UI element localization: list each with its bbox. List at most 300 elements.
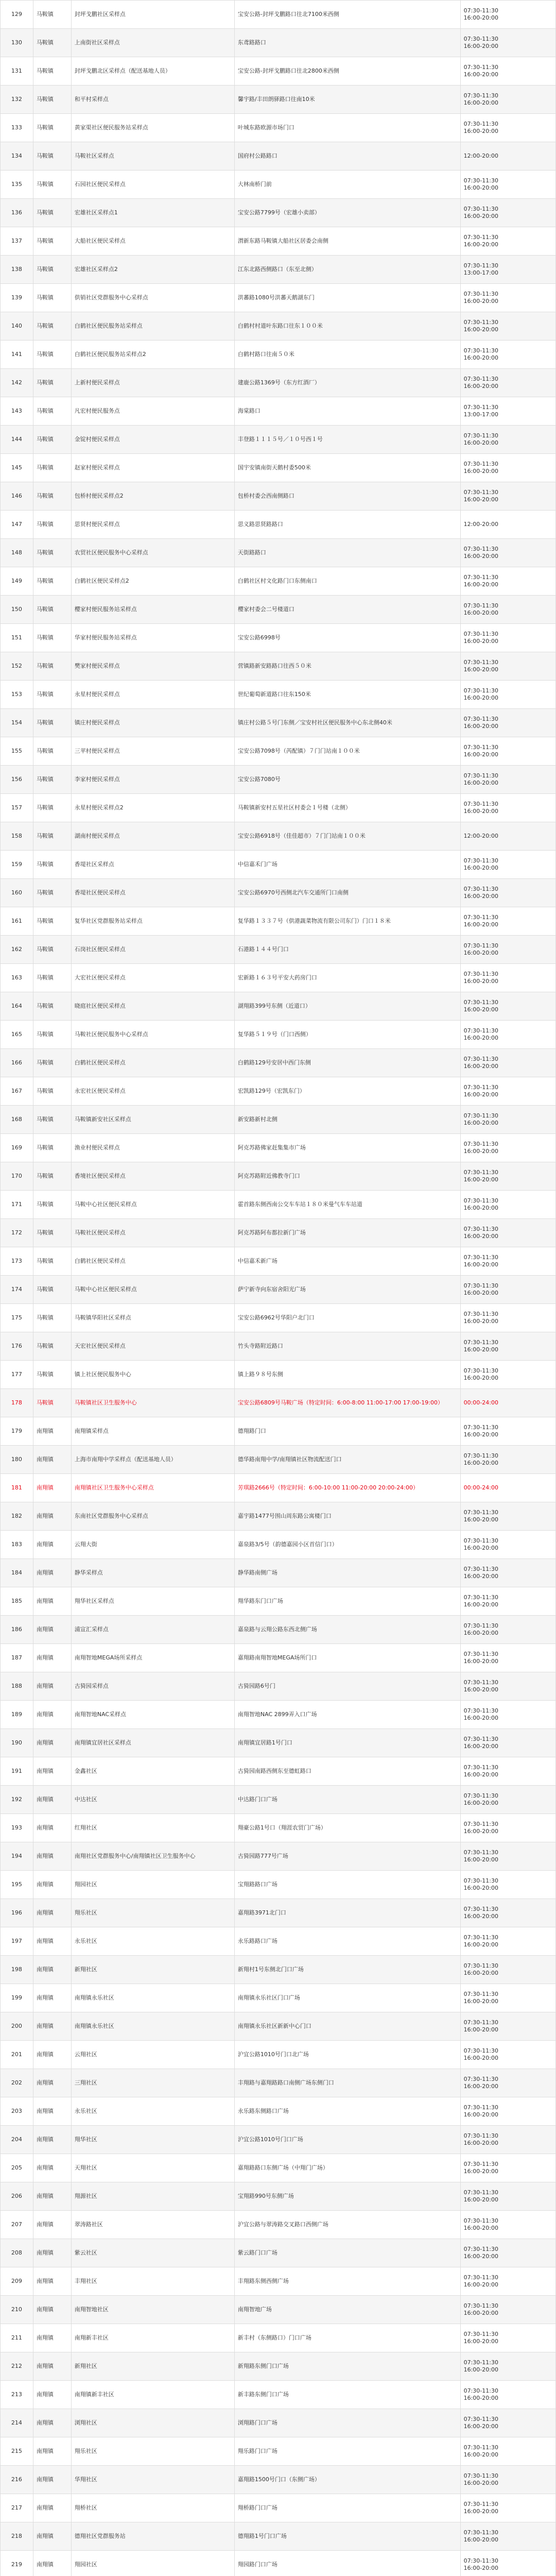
time-slot: 07:30-11:30 (463, 347, 498, 354)
time-slot: 12:00-20:00 (463, 521, 498, 528)
table-row (1, 879, 556, 907)
time-slot: 16:00-20:00 (463, 2168, 498, 2175)
row-address: 宝安公路-封坪戈鹏路口往北7100米西侧 (234, 1, 460, 29)
table-row (1, 1814, 556, 1842)
row-area: 南翔镇 (33, 2154, 71, 2182)
time-slot: 07:30-11:30 (463, 999, 498, 1006)
time-slot: 07:30-11:30 (463, 2444, 498, 2451)
row-sampling-time (460, 2126, 555, 2154)
time-slot: 07:30-11:30 (463, 2189, 498, 2196)
row-number: 137 (1, 227, 33, 256)
time-slot: 07:30-11:30 (463, 2161, 498, 2167)
row-address: 芳琪路2666号（特定时间：6:00-10:00 11:00-20:00 20:00-24:00） (234, 1474, 460, 1502)
row-area: 马鞍镇 (33, 1162, 71, 1191)
time-slot: 07:30-11:30 (463, 319, 498, 326)
row-number: 202 (1, 2069, 33, 2097)
row-address: 中达路门口广场 (234, 1786, 460, 1814)
time-slot: 16:00-20:00 (463, 950, 498, 956)
table-row (1, 1786, 556, 1814)
row-number: 133 (1, 114, 33, 142)
time-slot: 07:30-11:30 (463, 1934, 498, 1941)
table-row (1, 1701, 556, 1729)
row-address: 嘉宇路1477号围山周东路公寓楼门口 (234, 1502, 460, 1531)
row-area: 马鞍镇 (33, 681, 71, 709)
row-number: 212 (1, 2352, 33, 2381)
time-slot: 07:30-11:30 (463, 631, 498, 637)
row-number: 164 (1, 992, 33, 1021)
row-address: 樱家村委会二号楼道口 (234, 596, 460, 624)
row-site-name: 农贸社区便民服务中心采样点 (71, 539, 234, 567)
row-sampling-time (460, 426, 555, 454)
row-sampling-time (460, 737, 555, 766)
time-slot: 07:30-11:30 (463, 1027, 498, 1034)
row-number: 139 (1, 284, 33, 312)
row-sampling-time (460, 2041, 555, 2069)
row-sampling-time (460, 227, 555, 256)
row-site-name: 包桥村便民采样点2 (71, 482, 234, 511)
row-number: 131 (1, 57, 33, 86)
row-site-name: 翔桥社区 (71, 2494, 234, 2522)
row-site-name: 马鞍中心社区便民采样点 (71, 1276, 234, 1304)
row-site-name: 宏雄社区采样点2 (71, 256, 234, 284)
time-slot: 07:30-11:30 (463, 234, 498, 241)
table-row (1, 426, 556, 454)
row-sampling-time (460, 1871, 555, 1899)
row-number: 188 (1, 1672, 33, 1701)
row-site-name: 石园社区便民采样点 (71, 171, 234, 199)
table-row (1, 2239, 556, 2267)
time-slot: 16:00-20:00 (463, 1885, 498, 1891)
row-site-name: 白鹤社区便民服务站采样点 (71, 312, 234, 341)
row-number: 185 (1, 1587, 33, 1616)
row-address: 南翔智地广场 (234, 2296, 460, 2324)
row-area: 马鞍镇 (33, 227, 71, 256)
row-sampling-time (460, 1389, 555, 1417)
row-area: 马鞍镇 (33, 57, 71, 86)
time-slot: 07:30-11:30 (463, 1622, 498, 1629)
table-row (1, 2324, 556, 2352)
row-sampling-time (460, 284, 555, 312)
row-number: 151 (1, 624, 33, 652)
row-site-name: 翔园社区 (71, 1871, 234, 1899)
time-slot: 16:00-20:00 (463, 865, 498, 871)
row-site-name: 南翔镇宜居社区采样点 (71, 1729, 234, 1757)
time-slot: 07:30-11:30 (463, 121, 498, 127)
row-area: 马鞍镇 (33, 1389, 71, 1417)
row-number: 214 (1, 2409, 33, 2437)
row-sampling-time (460, 2097, 555, 2126)
time-slot: 16:00-20:00 (463, 2026, 498, 2033)
table-row (1, 1219, 556, 1247)
time-slot: 16:00-20:00 (463, 14, 498, 21)
row-number: 194 (1, 1842, 33, 1871)
row-site-name: 翔源社区 (71, 2182, 234, 2211)
row-address: 沪宜公路与翠涛路交叉路口西侧广场 (234, 2211, 460, 2239)
time-slot: 07:30-11:30 (463, 2501, 498, 2507)
row-sampling-time (460, 1644, 555, 1672)
table-row (1, 1021, 556, 1049)
time-slot: 16:00-20:00 (463, 1375, 498, 1381)
row-address: 宝安公路7098号（芮配镇）７门门站南１００米 (234, 737, 460, 766)
row-sampling-time (460, 2522, 555, 2551)
row-area: 马鞍镇 (33, 737, 71, 766)
table-row (1, 171, 556, 199)
row-sampling-time (460, 1899, 555, 1927)
row-site-name: 樱家村便民服务站采样点 (71, 596, 234, 624)
row-area: 南翔镇 (33, 1842, 71, 1871)
row-site-name: 翠涛路社区 (71, 2211, 234, 2239)
time-slot: 07:30-11:30 (463, 404, 498, 411)
row-address: 新安路新村北侧 (234, 1106, 460, 1134)
row-site-name: 宏雄社区采样点1 (71, 199, 234, 227)
row-sampling-time (460, 1049, 555, 1077)
time-slot: 16:00-20:00 (463, 1941, 498, 1948)
row-sampling-time (460, 1247, 555, 1276)
time-slot: 16:00-20:00 (463, 1771, 498, 1778)
row-address: 沪宜公路1010号门口北广场 (234, 2041, 460, 2069)
time-slot: 07:30-11:30 (463, 262, 498, 269)
row-number: 140 (1, 312, 33, 341)
row-site-name: 马鞍社区采样点 (71, 142, 234, 171)
table-row (1, 1106, 556, 1134)
time-slot: 16:00-20:00 (463, 184, 498, 191)
table-row (1, 1077, 556, 1106)
time-slot: 16:00-20:00 (463, 553, 498, 560)
row-number: 161 (1, 907, 33, 936)
time-slot: 16:00-20:00 (463, 2395, 498, 2401)
row-sampling-time (460, 1814, 555, 1842)
time-slot: 07:30-11:30 (463, 1906, 498, 1912)
row-area: 马鞍镇 (33, 709, 71, 737)
row-area: 马鞍镇 (33, 1361, 71, 1389)
row-site-name: 封坪戈鹏社区采样点 (71, 1, 234, 29)
time-slot: 13:00-17:00 (463, 411, 498, 418)
row-site-name: 黄家渠社区便民服务站采样点 (71, 114, 234, 142)
time-slot: 16:00-20:00 (463, 298, 498, 304)
row-address: 天街路路口 (234, 539, 460, 567)
row-area: 马鞍镇 (33, 652, 71, 681)
table-row (1, 1956, 556, 1984)
row-number: 209 (1, 2267, 33, 2296)
time-slot: 07:30-11:30 (463, 2019, 498, 2026)
time-slot: 07:30-11:30 (463, 177, 498, 184)
row-number: 206 (1, 2182, 33, 2211)
table-row (1, 397, 556, 426)
row-area: 马鞍镇 (33, 511, 71, 539)
table-row (1, 1927, 556, 1956)
time-slot: 00:00-24:00 (463, 1484, 498, 1491)
row-area: 马鞍镇 (33, 766, 71, 794)
row-address: 新丰路东侧门口广场 (234, 2381, 460, 2409)
table-row (1, 709, 556, 737)
time-slot: 07:30-11:30 (463, 857, 498, 864)
row-site-name: 封坪戈鹏北区采样点（配送基地人员） (71, 57, 234, 86)
row-area: 南翔镇 (33, 1417, 71, 1446)
row-address: 宝安公路6962号华阳户北门口 (234, 1304, 460, 1332)
row-number: 176 (1, 1332, 33, 1361)
row-address: 宝安公路6998号 (234, 624, 460, 652)
time-slot: 16:00-20:00 (463, 1148, 498, 1155)
row-sampling-time (460, 1786, 555, 1814)
time-slot: 12:00-20:00 (463, 833, 498, 839)
row-site-name: 白鹤社区便民采样点 (71, 1049, 234, 1077)
row-sampling-time (460, 1616, 555, 1644)
row-number: 144 (1, 426, 33, 454)
time-slot: 07:30-11:30 (463, 1169, 498, 1176)
time-slot: 07:30-11:30 (463, 2076, 498, 2082)
row-area: 马鞍镇 (33, 907, 71, 936)
time-slot: 07:30-11:30 (463, 1764, 498, 1771)
table-row (1, 2069, 556, 2097)
row-area: 马鞍镇 (33, 312, 71, 341)
row-address: 宝翔路路口广场 (234, 1871, 460, 1899)
row-sampling-time (460, 2494, 555, 2522)
time-slot: 07:30-11:30 (463, 1736, 498, 1742)
row-area: 南翔镇 (33, 2296, 71, 2324)
row-address: 新翔路东侧门口广场 (234, 2352, 460, 2381)
row-site-name: 南翔镇新丰社区 (71, 2381, 234, 2409)
row-area: 南翔镇 (33, 1786, 71, 1814)
row-sampling-time (460, 1842, 555, 1871)
row-address: 镇庄村公路５号门东侧／宝安村社区便民服务中心东北侧40米 (234, 709, 460, 737)
row-address: 丰翔路东侧西侧广场 (234, 2267, 460, 2296)
row-address: 宏新路１６３号平安大药房门口 (234, 964, 460, 992)
time-slot: 07:30-11:30 (463, 546, 498, 552)
row-number: 130 (1, 29, 33, 57)
time-slot: 07:30-11:30 (463, 206, 498, 212)
row-area: 南翔镇 (33, 2097, 71, 2126)
row-sampling-time (460, 256, 555, 284)
row-number: 204 (1, 2126, 33, 2154)
time-slot: 16:00-20:00 (463, 71, 498, 78)
time-slot: 16:00-20:00 (463, 2083, 498, 2090)
row-number: 173 (1, 1247, 33, 1276)
row-number: 141 (1, 341, 33, 369)
time-slot: 07:30-11:30 (463, 1254, 498, 1261)
row-area: 南翔镇 (33, 1616, 71, 1644)
table-row (1, 57, 556, 86)
row-site-name: 天宏社区便民采样点 (71, 1332, 234, 1361)
row-site-name: 上海市南翔中学采样点（配送基地人员） (71, 1446, 234, 1474)
row-address: 复华路１３３７号（供港蔬菜物流有限公司东门）门口１８米 (234, 907, 460, 936)
row-address: 萨宁新寺向东宿舍阳光广场 (234, 1276, 460, 1304)
row-address: 嘉翔路路口东侧广场（中翔门广场） (234, 2154, 460, 2182)
row-number: 207 (1, 2211, 33, 2239)
row-address: 翔豪公路1号口（翔涯农贸门广场） (234, 1814, 460, 1842)
time-slot: 16:00-20:00 (463, 2423, 498, 2430)
row-sampling-time (460, 567, 555, 596)
row-address: 中信嘉禾新广场 (234, 1247, 460, 1276)
row-site-name: 浏翔社区 (71, 2409, 234, 2437)
table-row (1, 482, 556, 511)
table-row (1, 2267, 556, 2296)
table-row (1, 86, 556, 114)
time-slot: 07:30-11:30 (463, 687, 498, 694)
time-slot: 07:30-11:30 (463, 489, 498, 496)
row-area: 马鞍镇 (33, 567, 71, 596)
row-address: 东鸢路路口 (234, 29, 460, 57)
row-address: 世纪葡萄新道路口往东150米 (234, 681, 460, 709)
row-area: 马鞍镇 (33, 341, 71, 369)
table-row (1, 1672, 556, 1701)
time-slot: 16:00-20:00 (463, 2480, 498, 2486)
row-area: 马鞍镇 (33, 1077, 71, 1106)
time-slot: 07:30-11:30 (463, 659, 498, 666)
row-site-name: 静华采样点 (71, 1559, 234, 1587)
row-number: 159 (1, 851, 33, 879)
time-slot: 13:00-17:00 (463, 269, 498, 276)
row-area: 南翔镇 (33, 1701, 71, 1729)
row-area: 马鞍镇 (33, 936, 71, 964)
time-slot: 12:00-20:00 (463, 152, 498, 159)
row-area: 南翔镇 (33, 2041, 71, 2069)
row-site-name: 翔乐社区 (71, 2437, 234, 2466)
row-number: 178 (1, 1389, 33, 1417)
row-sampling-time (460, 539, 555, 567)
row-address: 白鹤社区村文化路门口东侧南口 (234, 567, 460, 596)
time-slot: 16:00-20:00 (463, 2111, 498, 2118)
time-slot: 16:00-20:00 (463, 751, 498, 758)
row-site-name: 大船社区便民采样点 (71, 227, 234, 256)
time-slot: 16:00-20:00 (463, 1686, 498, 1693)
row-address: 翔华路东门口广场 (234, 1587, 460, 1616)
row-number: 166 (1, 1049, 33, 1077)
row-site-name: 晓庭社区便民采样点 (71, 992, 234, 1021)
row-site-name: 复华社区党群服务站采样点 (71, 907, 234, 936)
row-sampling-time (460, 29, 555, 57)
table-row (1, 1871, 556, 1899)
row-site-name: 马鞍社区便民服务中心采样点 (71, 1021, 234, 1049)
row-sampling-time (460, 114, 555, 142)
table-row (1, 142, 556, 171)
row-address: 古猗园路6号门 (234, 1672, 460, 1701)
row-number: 181 (1, 1474, 33, 1502)
row-number: 183 (1, 1531, 33, 1559)
row-number: 208 (1, 2239, 33, 2267)
row-area: 马鞍镇 (33, 1219, 71, 1247)
time-slot: 07:30-11:30 (463, 1849, 498, 1856)
row-number: 138 (1, 256, 33, 284)
table-body (1, 1, 556, 2576)
time-slot: 07:30-11:30 (463, 291, 498, 297)
row-sampling-time (460, 709, 555, 737)
time-slot: 16:00-20:00 (463, 1800, 498, 1806)
row-sampling-time (460, 2182, 555, 2211)
table-row (1, 681, 556, 709)
time-slot: 07:30-11:30 (463, 376, 498, 382)
time-slot: 16:00-20:00 (463, 213, 498, 219)
row-sampling-time (460, 652, 555, 681)
row-address: 大林南桥门前 (234, 171, 460, 199)
row-area: 南翔镇 (33, 1899, 71, 1927)
table-row (1, 794, 556, 822)
time-slot: 07:30-11:30 (463, 716, 498, 722)
time-slot: 16:00-20:00 (463, 2366, 498, 2373)
row-number: 199 (1, 1984, 33, 2012)
time-slot: 07:30-11:30 (463, 1991, 498, 1997)
row-sampling-time (460, 2352, 555, 2381)
row-sampling-time (460, 482, 555, 511)
row-site-name: 南翔镇社区卫生服务中心采样点 (71, 1474, 234, 1502)
row-address: 宝翔路990号东侧广场 (234, 2182, 460, 2211)
row-site-name: 三翔社区 (71, 2069, 234, 2097)
row-site-name: 赵家村便民采样点 (71, 454, 234, 482)
table-row (1, 256, 556, 284)
row-number: 218 (1, 2522, 33, 2551)
row-sampling-time (460, 2437, 555, 2466)
time-slot: 16:00-20:00 (463, 723, 498, 730)
row-area: 南翔镇 (33, 1927, 71, 1956)
time-slot: 16:00-20:00 (463, 1913, 498, 1920)
row-address: 宝安公路6918号（佳佳超市）７门门站南１００米 (234, 822, 460, 851)
row-area: 马鞍镇 (33, 1106, 71, 1134)
time-slot: 16:00-20:00 (463, 638, 498, 645)
row-number: 196 (1, 1899, 33, 1927)
row-number: 158 (1, 822, 33, 851)
row-area: 马鞍镇 (33, 426, 71, 454)
row-number: 142 (1, 369, 33, 397)
row-sampling-time (460, 454, 555, 482)
row-area: 马鞍镇 (33, 822, 71, 851)
table-row (1, 652, 556, 681)
row-number: 169 (1, 1134, 33, 1162)
table-row (1, 1049, 556, 1077)
row-number: 146 (1, 482, 33, 511)
row-address: 永乐路东侧路口广场 (234, 2097, 460, 2126)
time-slot: 16:00-20:00 (463, 1035, 498, 1041)
row-site-name: 东南社区党群服务中心采样点 (71, 1502, 234, 1531)
row-area: 马鞍镇 (33, 256, 71, 284)
row-site-name: 三苹村便民采样点 (71, 737, 234, 766)
row-sampling-time (460, 2239, 555, 2267)
row-sampling-time (460, 822, 555, 851)
table-row (1, 1417, 556, 1446)
row-site-name: 上新村便民采样点 (71, 369, 234, 397)
row-number: 191 (1, 1757, 33, 1786)
row-address: 叶城东路欧源市场门口 (234, 114, 460, 142)
time-slot: 07:30-11:30 (463, 1282, 498, 1289)
time-slot: 07:30-11:30 (463, 886, 498, 892)
time-slot: 16:00-20:00 (463, 1431, 498, 1438)
row-area: 马鞍镇 (33, 539, 71, 567)
table-row (1, 1191, 556, 1219)
time-slot: 16:00-20:00 (463, 921, 498, 928)
row-number: 147 (1, 511, 33, 539)
table-row (1, 624, 556, 652)
row-site-name: 金鑫社区 (71, 1757, 234, 1786)
row-number: 211 (1, 2324, 33, 2352)
row-site-name: 南翔新丰社区 (71, 2324, 234, 2352)
row-sampling-time (460, 992, 555, 1021)
row-address: 嘉翔路3971北门口 (234, 1899, 460, 1927)
row-area: 南翔镇 (33, 2522, 71, 2551)
row-address: 嘉翔路南翔智地MEGA场所门口 (234, 1644, 460, 1672)
row-number: 182 (1, 1502, 33, 1531)
row-site-name: 翔乐社区 (71, 1899, 234, 1927)
row-address: 德翔路门口 (234, 1417, 460, 1446)
row-address: 翔园路门口广场 (234, 2551, 460, 2576)
row-site-name: 天翔社区 (71, 2154, 234, 2182)
time-slot: 16:00-20:00 (463, 1205, 498, 1211)
table-row (1, 1389, 556, 1417)
row-sampling-time (460, 1559, 555, 1587)
table-row (1, 1842, 556, 1871)
time-slot: 07:30-11:30 (463, 2529, 498, 2536)
row-sampling-time (460, 1162, 555, 1191)
time-slot: 07:30-11:30 (463, 2274, 498, 2281)
time-slot: 16:00-20:00 (463, 1318, 498, 1325)
row-sampling-time (460, 1984, 555, 2012)
